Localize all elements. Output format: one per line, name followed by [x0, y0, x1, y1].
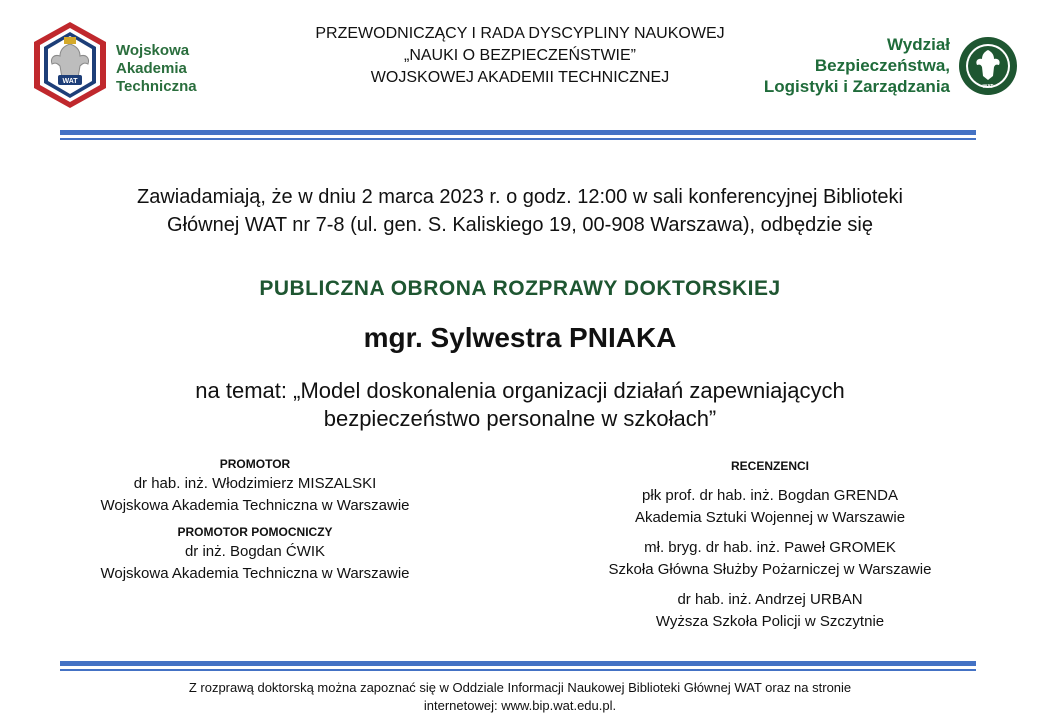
assistant-promotor-name: dr inż. Bogdan ĆWIK [184, 543, 326, 560]
reviewer-item [545, 537, 995, 581]
reviewer-item [545, 485, 995, 529]
announcement-line-2: Głównej WAT nr 7-8 (ul. gen. S. Kaliskiego 19, 00-908 Warszawa), odbędzie się [167, 214, 873, 236]
footer-rule-bottom [60, 669, 976, 671]
footer-rule-top [60, 661, 976, 666]
department-seal-icon [958, 36, 1018, 96]
wat-logo-line-1: Wojskowa [116, 42, 190, 59]
department-seal-mark: WAT [982, 84, 994, 90]
assistant-promotor-block [50, 523, 460, 585]
promotor-name: dr hab. inż. Włodzimierz MISZALSKI [133, 475, 377, 492]
topic-line-1: na temat: „Model doskonalenia organizacji działań zapewniających [195, 378, 845, 403]
topic-line-2: bezpieczeństwo personalne w szkołach” [323, 406, 717, 431]
footer-note [60, 679, 980, 715]
wat-logo-name [116, 42, 197, 96]
reviewer-item [545, 589, 995, 633]
department-name-line-2: Bezpieczeństwa, [814, 56, 950, 75]
reviewer-affiliation: Wyższa Szkoła Policji w Szczytnie [655, 613, 885, 630]
department-name-line-1: Wydział [887, 35, 950, 54]
reviewer-name: płk prof. dr hab. inż. Bogdan GRENDA [642, 487, 898, 504]
department-name [764, 34, 950, 97]
reviewer-affiliation: Akademia Sztuki Wojennej w Warszawie [634, 509, 906, 526]
department-logo [728, 30, 1018, 100]
announcement [20, 183, 1020, 239]
header-rule-bottom [60, 138, 976, 140]
department-name-line-3: Logistyki i Zarządzania [763, 77, 950, 96]
reviewer-affiliation: Szkoła Główna Służby Pożarniczej w Warszawie [608, 561, 932, 578]
defense-title: PUBLICZNA OBRONA ROZPRAWY DOKTORSKIEJ [259, 277, 781, 300]
header-title-line-1: PRZEWODNICZĄCY I RADA DYSCYPLINY NAUKOWEJ [315, 25, 725, 42]
footer-line-1: Z rozprawą doktorską można zapoznać się w Oddziale Informacji Naukowej Biblioteki Głównej WAT oraz na stronie [188, 680, 852, 695]
wat-logo-line-3: Techniczna [116, 78, 197, 95]
reviewers-label: RECENZENCI [730, 459, 809, 473]
assistant-promotor-affiliation: Wojskowa Akademia Techniczna w Warszawie [100, 565, 410, 582]
wat-logo-line-2: Akademia [116, 60, 187, 77]
wat-crest-mark: WAT [62, 78, 78, 85]
promotor-affiliation: Wojskowa Akademia Techniczna w Warszawie [100, 497, 410, 514]
reviewers-column [545, 457, 995, 641]
wat-eagle-crest-icon [30, 20, 110, 110]
announcement-line-1: Zawiadamiają, że w dniu 2 marca 2023 r. o godz. 12:00 w sali konferencyjnej Biblioteki [137, 186, 903, 208]
header-rule-top [60, 130, 976, 135]
promotors-column [50, 455, 460, 591]
wat-logo [30, 20, 220, 110]
candidate-name: mgr. Sylwestra PNIAKA [363, 322, 677, 353]
header-title-line-3: WOJSKOWEJ AKADEMII TECHNICZNEJ [370, 69, 670, 86]
footer-line-2: internetowej: www.bip.wat.edu.pl. [423, 698, 617, 713]
dissertation-topic [20, 377, 1020, 433]
reviewer-name: dr hab. inż. Andrzej URBAN [677, 591, 863, 608]
promotor-label: PROMOTOR [219, 457, 291, 471]
reviewer-name: mł. bryg. dr hab. inż. Paweł GROMEK [644, 539, 896, 556]
assistant-promotor-label: PROMOTOR POMOCNICZY [177, 525, 333, 539]
header-title-line-2: „NAUKI O BEZPIECZEŃSTWIE” [403, 47, 636, 64]
promotor-block [50, 455, 460, 517]
